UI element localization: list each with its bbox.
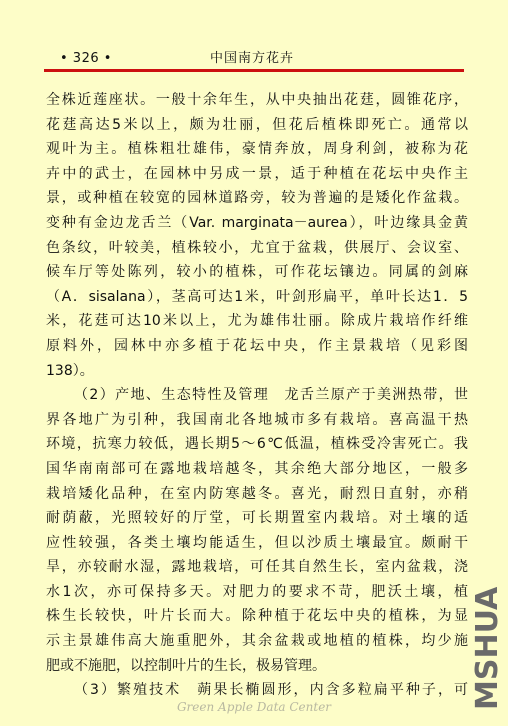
text-line: 栽培矮化品种，在室内防寒越冬。喜光，耐烈日直射，亦稍 xyxy=(46,485,468,502)
side-watermark xyxy=(470,586,506,710)
text-line: 色条纹，叶较美，植株较小，尤宜于盆栽，供展厅、会议室、 xyxy=(46,239,468,256)
body-text xyxy=(46,88,468,703)
text-line: 原料外，园林中亦多植于花坛中央，作主景栽培（见彩图 xyxy=(46,337,468,354)
page-number: • 326 • xyxy=(60,51,112,66)
text-line: 138）。 xyxy=(46,362,94,379)
text-line: 水1次，亦可保持多天。对肥力的要求不苛，肥沃土壤，植 xyxy=(46,583,468,600)
text-line: 国华南南部可在露地栽培越冬，其余绝大部分地区，一般多 xyxy=(46,460,468,477)
bottom-watermark: Green Apple Data Center xyxy=(176,700,332,714)
running-head xyxy=(60,50,472,68)
text-line: 应性较强，各类土壤均能适生，但以沙质土壤最宜。颇耐干 xyxy=(46,534,468,551)
text-line: 全株近莲座状。一般十余年生，从中央抽出花莛，圆锥花序， xyxy=(46,92,468,108)
text-line: （A．sisalana），茎高可达1米，叶剑形扁平，单叶长达1．5 xyxy=(46,288,468,305)
text-line: 候车厅等处陈列，较小的植株，可作花坛镶边。同属的剑麻 xyxy=(46,264,468,281)
section-heading-line: （3）繁殖技术 蒴果长椭圆形，内含多粒扁平种子，可 xyxy=(74,682,468,699)
text-line: 观叶为主。植株粗壮雄伟，豪情奔放，周身利剑，被称为花 xyxy=(46,141,468,158)
book-title: 中国南方花卉 xyxy=(210,51,295,66)
text-line: 环境，抗寒力较低，遇长期5～6℃低温，植株受冷害死亡。我 xyxy=(46,436,468,453)
text-line: 旱，亦较耐水湿，露地栽培，可任其自然生长，室内盆栽，浇 xyxy=(46,559,468,576)
text-line: 卉中的武士，在园林中另成一景，适于种植在花坛中央作主 xyxy=(46,165,468,182)
text-line: 株生长较快，叶片长而大。除种植于花坛中央的植株，为显 xyxy=(46,608,468,625)
text-line: 示主景雄伟高大施重肥外，其余盆栽或地植的植株，均少施 xyxy=(46,633,468,650)
text-line: 耐荫蔽，光照较好的厅堂，可长期置室内栽培。对土壤的适 xyxy=(46,510,468,527)
text-line: 肥或不施肥，以控制叶片的生长，极易管理。 xyxy=(46,657,326,674)
text-line: 花莛高达5米以上，颇为壮丽，但花后植株即死亡。通常以 xyxy=(46,116,468,133)
text-line: 景，或种植在较宽的园林道路旁，较为普遍的是矮化作盆栽。 xyxy=(46,190,468,207)
header-rule xyxy=(44,69,464,72)
text-line: 界各地广为引种，我国南北各地城市多有栽培。喜高温干热 xyxy=(46,411,468,428)
text-line: 米，花莛可达10米以上，尤为雄伟壮丽。除成片栽培作纤维 xyxy=(46,313,468,330)
text-line: 变种有金边龙舌兰（Var. marginata－aurea），叶边缘具金黄 xyxy=(46,214,468,231)
side-watermark-text: MSHUA xyxy=(470,586,505,710)
section-heading-line: （2）产地、生态特性及管理 龙舌兰原产于美洲热带，世 xyxy=(74,387,468,404)
